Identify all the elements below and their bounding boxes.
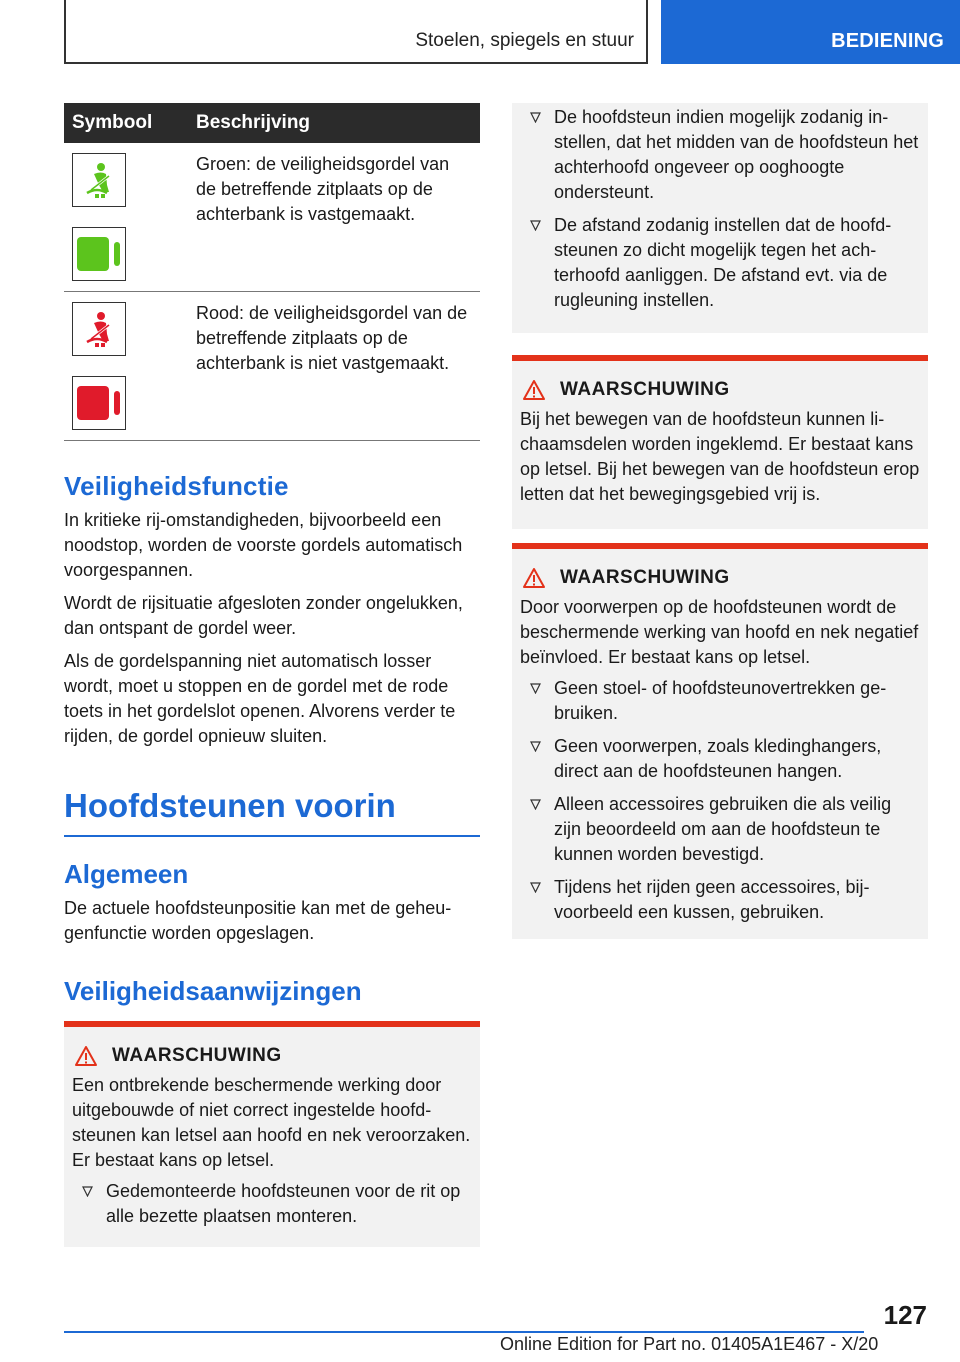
warning-bullet-list — [72, 1179, 472, 1229]
header-chapter-title: BEDIENING — [831, 30, 944, 52]
warning-bullet-list — [520, 676, 920, 925]
warning-box — [512, 355, 928, 529]
list-item: De afstand zodanig instellen dat de hoofdsteunen zo dicht mogelijk tegen het achterhoofd aanliggen. De afstand evt. via de rugleuning instellen. — [520, 213, 920, 313]
footer-divider — [64, 1331, 864, 1333]
warning-title-text: WAARSCHUWING — [560, 379, 730, 400]
bullet-triangle-icon — [82, 1186, 93, 1197]
symbol-table — [64, 103, 480, 441]
warning-text: Bij het bewegen van de hoofdsteun kunnen lichaamsdelen worden ingeklemd. Er bestaat kans op letsel. Bij het bewegen van de hoofdsteun erop letten dat het bewegingsgebied vrij is. — [520, 409, 920, 504]
list-item: Geen stoel- of hoofdsteunovertrekken gebruiken. — [520, 676, 920, 726]
paragraph: De actuele hoofdsteunpositie kan met de geheugenfunctie worden opgeslagen. — [64, 898, 452, 943]
chapter-heading-hoofdsteunen: Hoofdsteunen voorin — [64, 787, 480, 837]
header-section-box — [64, 0, 648, 64]
table-row — [64, 143, 480, 292]
row-description: Groen: de veiligheidsgordel van de betreffende zitplaats op de achterbank is vastgemaakt. — [188, 143, 480, 292]
continued-bullet-list — [520, 105, 920, 313]
right-column — [512, 103, 928, 939]
seatbelt-icon — [72, 302, 126, 356]
header-chapter-tab[interactable] — [661, 0, 960, 64]
bullet-triangle-icon — [530, 683, 541, 694]
list-item: Gedemonteerde hoofdsteunen voor de rit op alle bezette plaatsen monteren. — [72, 1179, 472, 1229]
section-heading-veiligheidsaanwijzingen: Veiligheidsaanwijzingen — [64, 976, 362, 1006]
seat-indicator-icon — [72, 376, 126, 430]
warning-text: Een ontbrekende beschermende werking door uitgebouwde of niet correct ingestelde hoofdsteunen kan letsel aan hoofd en nek veroorzaken. Er bestaat kans op letsel. — [72, 1075, 471, 1170]
warning-title-text: WAARSCHUWING — [560, 567, 730, 588]
footer-edition-text: Online Edition for Part no. 01405A1E467 - X/20 — [500, 1334, 879, 1354]
paragraph: Wordt de rijsituatie afgesloten zonder ongelukken, dan ontspant de gordel weer. — [64, 593, 463, 638]
list-item: De hoofdsteun indien mogelijk zodanig instellen, dat het midden van de hoofdsteun het achterhoofd ongeveer op ooghoogte ondersteunt. — [520, 105, 920, 205]
warning-triangle-icon — [74, 1045, 98, 1067]
paragraph: In kritieke rij-omstandigheden, bijvoorbeeld een noodstop, worden de voorste gordels automatisch voorgespannen. — [64, 510, 463, 580]
table-header-symbol: Symbool — [64, 103, 188, 143]
seat-indicator-icon — [72, 227, 126, 281]
warning-box — [64, 1021, 480, 1247]
header-section-title: Stoelen, spiegels en stuur — [415, 30, 634, 51]
seatbelt-icon — [72, 153, 126, 207]
section-heading-veiligheidsfunctie: Veiligheidsfunctie — [64, 471, 289, 501]
bullet-triangle-icon — [530, 112, 541, 123]
warning-title — [72, 1045, 472, 1067]
row-description: Rood: de veiligheidsgordel van de betreffende zitplaats op de achterbank is niet vastgemaakt. — [188, 292, 480, 441]
paragraph: Als de gordelspanning niet automatisch losser wordt, moet u stoppen en de gordel met de rode toets in het gordelslot openen. Alvorens verder te rijden, de gordel opnieuw sluiten. — [64, 651, 456, 746]
left-column — [64, 103, 480, 1247]
warning-text: Door voorwerpen op de hoofdsteunen wordt de beschermende werking van hoofd en nek negatief beïnvloed. Er bestaat kans op letsel. — [520, 597, 919, 667]
list-item: Geen voorwerpen, zoals kledinghangers, direct aan de hoofdsteunen hangen. — [520, 734, 920, 784]
table-row — [64, 292, 480, 441]
list-item: Alleen accessoires gebruiken die als veilig zijn beoordeeld om aan de hoofdsteun te kunnen worden bevestigd. — [520, 792, 920, 867]
bullet-triangle-icon — [530, 799, 541, 810]
list-item: Tijdens het rijden geen accessoires, bijvoorbeeld een kussen, gebruiken. — [520, 875, 920, 925]
page-number: 127 — [883, 1300, 927, 1330]
warning-title — [520, 567, 920, 589]
warning-triangle-icon — [522, 567, 546, 589]
bullet-triangle-icon — [530, 882, 541, 893]
warning-box — [512, 543, 928, 939]
warning-title-text: WAARSCHUWING — [112, 1045, 282, 1066]
bullet-triangle-icon — [530, 220, 541, 231]
warning-title — [520, 379, 920, 401]
warning-triangle-icon — [522, 379, 546, 401]
table-header-description: Beschrijving — [188, 103, 480, 143]
warning-continuation — [512, 103, 928, 333]
section-heading-algemeen: Algemeen — [64, 859, 189, 889]
bullet-triangle-icon — [530, 741, 541, 752]
